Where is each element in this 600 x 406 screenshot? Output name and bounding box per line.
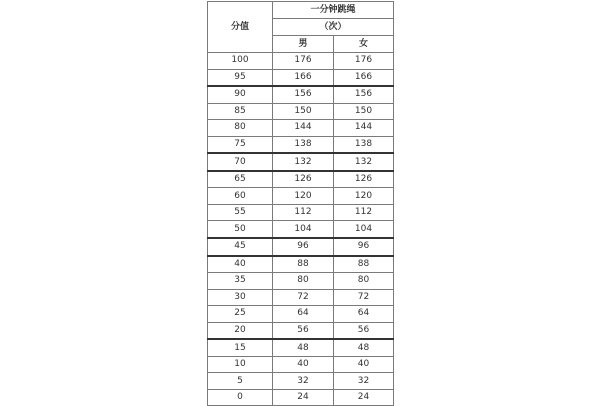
female-value-cell: 48 xyxy=(334,339,394,356)
male-value-cell: 56 xyxy=(273,322,334,339)
table-row xyxy=(208,53,394,70)
table-row xyxy=(208,256,394,273)
score-cell: 50 xyxy=(208,221,273,238)
male-value-cell: 40 xyxy=(273,356,334,373)
table-row xyxy=(208,153,394,171)
score-cell: 25 xyxy=(208,306,273,323)
table-row xyxy=(208,120,394,137)
table-row xyxy=(208,103,394,120)
score-cell: 75 xyxy=(208,136,273,153)
male-column-header: 男 xyxy=(273,36,334,53)
score-cell: 45 xyxy=(208,238,273,256)
table-row xyxy=(208,306,394,323)
score-cell: 80 xyxy=(208,120,273,137)
male-value-cell: 132 xyxy=(273,153,334,171)
female-value-cell: 32 xyxy=(334,373,394,390)
female-column-header: 女 xyxy=(334,36,394,53)
score-cell: 55 xyxy=(208,204,273,221)
table-row xyxy=(208,136,394,153)
female-value-cell: 166 xyxy=(334,69,394,86)
female-value-cell: 120 xyxy=(334,188,394,205)
female-value-cell: 144 xyxy=(334,120,394,137)
score-cell: 70 xyxy=(208,153,273,171)
male-value-cell: 126 xyxy=(273,171,334,188)
male-value-cell: 176 xyxy=(273,53,334,70)
score-cell: 95 xyxy=(208,69,273,86)
score-cell: 40 xyxy=(208,256,273,273)
female-value-cell: 40 xyxy=(334,356,394,373)
male-value-cell: 166 xyxy=(273,69,334,86)
male-value-cell: 24 xyxy=(273,389,334,406)
male-value-cell: 48 xyxy=(273,339,334,356)
table-row xyxy=(208,389,394,406)
score-cell: 85 xyxy=(208,103,273,120)
table-row xyxy=(208,188,394,205)
female-value-cell: 88 xyxy=(334,256,394,273)
male-value-cell: 32 xyxy=(273,373,334,390)
male-value-cell: 156 xyxy=(273,86,334,103)
score-cell: 5 xyxy=(208,373,273,390)
table-row xyxy=(208,273,394,290)
male-value-cell: 112 xyxy=(273,204,334,221)
female-value-cell: 138 xyxy=(334,136,394,153)
male-value-cell: 104 xyxy=(273,221,334,238)
table-row xyxy=(208,171,394,188)
score-cell: 100 xyxy=(208,53,273,70)
table-row xyxy=(208,373,394,390)
unit-header: （次） xyxy=(273,19,394,36)
female-value-cell: 96 xyxy=(334,238,394,256)
table-row xyxy=(208,322,394,339)
score-cell: 0 xyxy=(208,389,273,406)
table-row xyxy=(208,69,394,86)
score-cell: 30 xyxy=(208,289,273,306)
table-row xyxy=(208,339,394,356)
score-cell: 90 xyxy=(208,86,273,103)
table-body xyxy=(208,53,394,406)
table-row xyxy=(208,238,394,256)
table-row xyxy=(208,221,394,238)
score-cell: 20 xyxy=(208,322,273,339)
score-table xyxy=(207,1,394,406)
table-row xyxy=(208,86,394,103)
male-value-cell: 138 xyxy=(273,136,334,153)
score-cell: 60 xyxy=(208,188,273,205)
female-value-cell: 104 xyxy=(334,221,394,238)
female-value-cell: 112 xyxy=(334,204,394,221)
female-value-cell: 176 xyxy=(334,53,394,70)
female-value-cell: 24 xyxy=(334,389,394,406)
female-value-cell: 56 xyxy=(334,322,394,339)
score-cell: 35 xyxy=(208,273,273,290)
score-cell: 10 xyxy=(208,356,273,373)
table-row xyxy=(208,356,394,373)
table-header xyxy=(208,2,394,53)
score-column-header: 分值 xyxy=(208,2,273,53)
male-value-cell: 72 xyxy=(273,289,334,306)
table-row xyxy=(208,204,394,221)
male-value-cell: 96 xyxy=(273,238,334,256)
male-value-cell: 64 xyxy=(273,306,334,323)
score-cell: 65 xyxy=(208,171,273,188)
male-value-cell: 150 xyxy=(273,103,334,120)
female-value-cell: 150 xyxy=(334,103,394,120)
female-value-cell: 156 xyxy=(334,86,394,103)
male-value-cell: 144 xyxy=(273,120,334,137)
table-row xyxy=(208,289,394,306)
score-cell: 15 xyxy=(208,339,273,356)
female-value-cell: 126 xyxy=(334,171,394,188)
male-value-cell: 80 xyxy=(273,273,334,290)
event-header: 一分钟跳绳 xyxy=(273,2,394,19)
female-value-cell: 132 xyxy=(334,153,394,171)
male-value-cell: 120 xyxy=(273,188,334,205)
male-value-cell: 88 xyxy=(273,256,334,273)
female-value-cell: 80 xyxy=(334,273,394,290)
female-value-cell: 64 xyxy=(334,306,394,323)
female-value-cell: 72 xyxy=(334,289,394,306)
